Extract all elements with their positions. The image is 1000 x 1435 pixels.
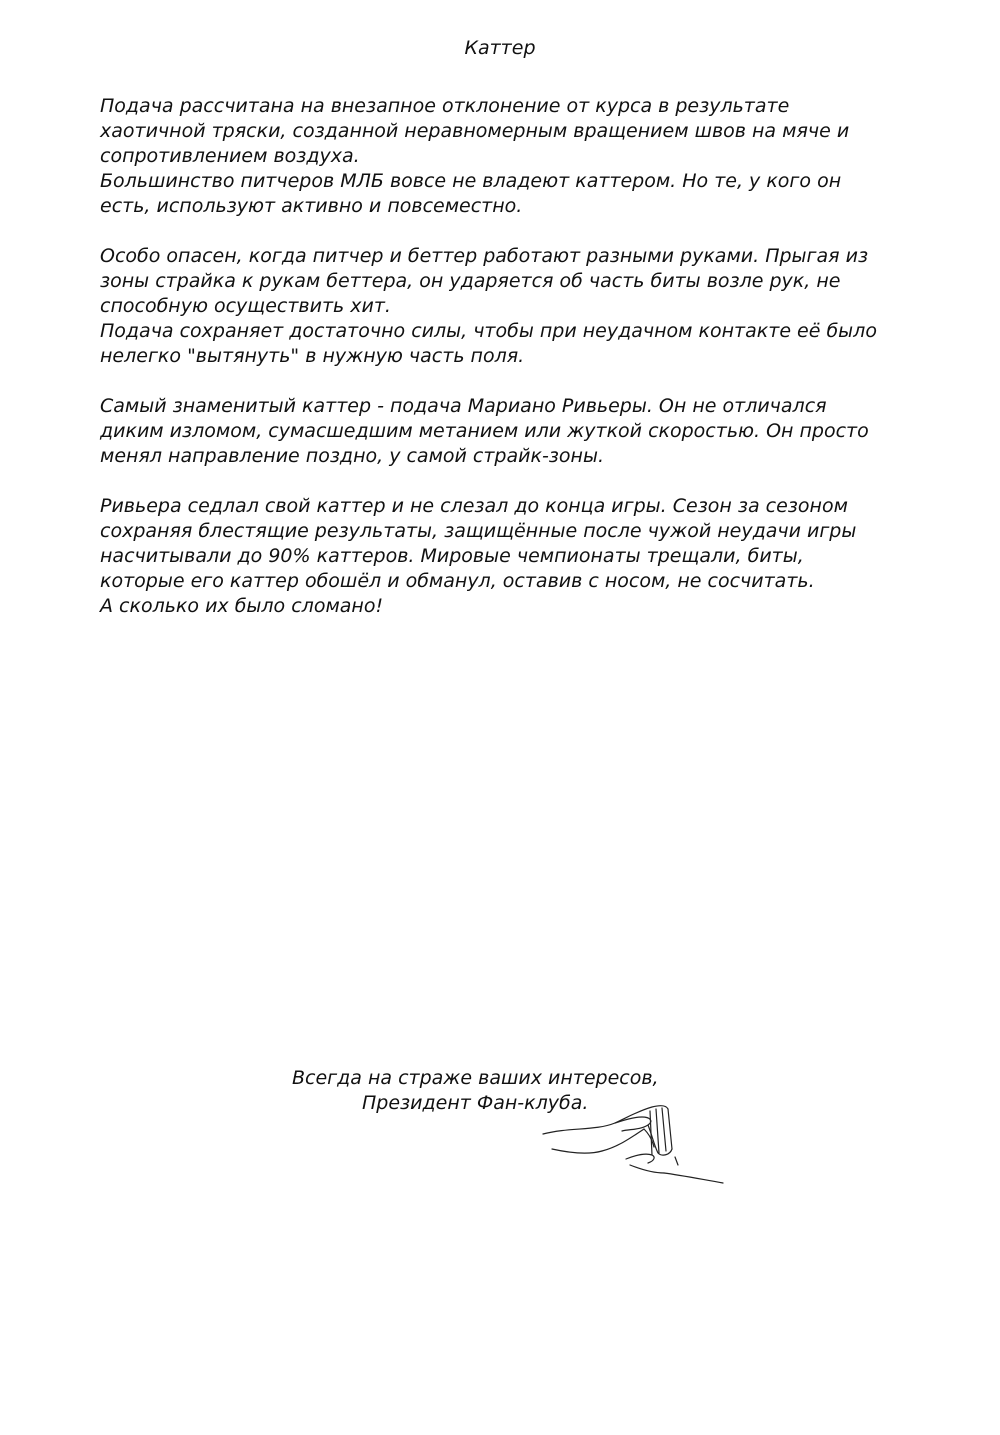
text-line: диким изломом, сумасшедшим метанием или жуткой скоростью. Он просто [100,420,869,442]
paragraph-4 [100,494,900,619]
text-line: которые его каттер обошёл и обманул, оставив с носом, не сосчитать. [100,570,815,592]
page-title: Каттер [464,37,536,59]
text-line: Подача сохраняет достаточно силы, чтобы при неудачном контакте её было [100,320,877,342]
closing-signatory: Президент Фан-клуба. [362,1092,589,1114]
text-line: нелегко "вытянуть" в нужную часть поля. [100,345,525,367]
text-line: есть, используют активно и повсеместно. [100,195,523,217]
text-line: Ривьера седлал свой каттер и не слезал до конца игры. Сезон за сезоном [100,495,848,517]
signature-icon [540,1095,730,1190]
text-line: менял направление поздно, у самой страйк-зоны. [100,445,605,467]
text-line: сохраняя блестящие результаты, защищённые после чужой неудачи игры [100,520,857,542]
paragraph-2 [100,244,900,369]
paragraph-1 [100,94,900,219]
text-line: способную осуществить хит. [100,295,391,317]
text-line: Особо опасен, когда питчер и беттер работают разными руками. Прыгая из [100,245,869,267]
closing-salutation: Всегда на страже ваших интересов, [292,1067,659,1089]
text-line: хаотичной тряски, созданной неравномерным вращением швов на мяче и [100,120,850,142]
text-line: зоны страйка к рукам беттера, он ударяется об часть биты возле рук, не [100,270,841,292]
text-line: Подача рассчитана на внезапное отклонение от курса в результате [100,95,790,117]
text-line: А сколько их было сломано! [100,595,384,617]
text-line: сопротивлением воздуха. [100,145,360,167]
paragraph-3 [100,394,900,469]
text-line: Большинство питчеров МЛБ вовсе не владеют каттером. Но те, у кого он [100,170,842,192]
text-line: Самый знаменитый каттер - подача Мариано Ривьеры. Он не отличался [100,395,827,417]
body-text [100,94,900,644]
text-line: насчитывали до 90% каттеров. Мировые чемпионаты трещали, биты, [100,545,804,567]
